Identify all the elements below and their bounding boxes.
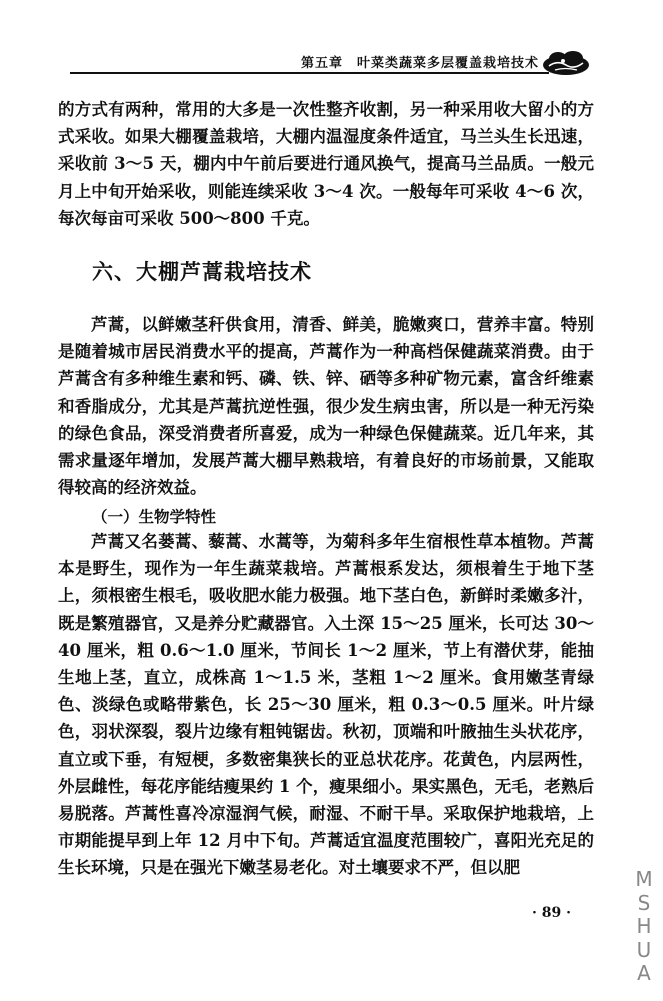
watermark (631, 868, 657, 986)
header-rule (70, 72, 549, 74)
watermark-letter: M (635, 867, 653, 891)
page-number: · 89 · (532, 905, 571, 921)
watermark-letter: A (637, 961, 651, 985)
watermark-letter: S (637, 890, 651, 915)
watermark-letter: H (636, 914, 652, 938)
paragraph-biological-characteristics: 芦蒿又名蒌蒿、藜蒿、水蒿等，为菊科多年生宿根性草本植物。芦蒿本是野生，现作为一年生蔬菜栽培。芦蒿根系发达，须根着生于地下茎上，须根密生根毛，吸收肥水能力极强。地下茎白色，新鲜时柔嫩多汁，既是繁殖器官，又是养分贮藏器官。入土深 15～25 厘米，长可达 30～40 厘米，粗 0.6～1.0 厘米，节间长 1～2 厘米，节上有潜伏芽，能抽生地上茎，直立，成株高 1～1.5 米，茎粗 1～2 厘米。食用嫩茎青绿色、淡绿色或略带紫色，长 25～30 厘米，粗 0.3～0.5 厘米。叶片绿色，羽状深裂，裂片边缘有粗钝锯齿。秋初，顶端和叶腋抽生头状花序，直立或下垂，有短梗，多数密集狭长的亚总状花序。花黄色，内层两性，外层雌性，每花序能结瘦果约 1 个，瘦果细小。果实黑色，无毛，老熟后易脱落。芦蒿性喜冷凉湿润气候，耐湿、不耐干旱。采取保护地栽培，上市期能提早到上年 12 月中下旬。芦蒿适宜温度范围较广，喜阳光充足的生长环境，只是在强光下嫩茎易老化。对土壤要求不严，但以肥 (58, 532, 594, 878)
watermark-letter: U (636, 937, 652, 962)
chapter-title: 第五章 叶菜类蔬菜多层覆盖栽培技术 (300, 56, 539, 71)
paragraph-luhao-intro: 芦蒿，以鲜嫩茎秆供食用，清香、鲜美，脆嫩爽口，营养丰富。特别是随着城市居民消费水平的提高，芦蒿作为一种高档保健蔬菜消费。由于芦蒿含有多种维生素和钙、磷、铁、锌、硒等多种矿物元素，富含纤维素和香脂成分，尤其是芦蒿抗逆性强，很少发生病虫害，所以是一种无污染的绿色食品，深受消费者所喜爱，成为一种绿色保健蔬菜。近几年来，其需求量逐年增加，发展芦蒿大棚早熟栽培，有着良好的市场前景，又能取得较高的经济效益。 (58, 315, 594, 498)
cloud-ornament-icon (541, 50, 591, 76)
running-header (70, 44, 591, 78)
section-heading: 六、大棚芦蒿栽培技术 (92, 260, 312, 284)
paragraph-harvest-method: 的方式有两种，常用的大多是一次性整齐收割，另一种采用收大留小的方式采收。如果大棚覆盖栽培，大棚内温湿度条件适宜，马兰头生长迅速，采收前 3～5 天，棚内中午前后要进行通风换气，提高马兰品质。一般元月上中旬开始采收，则能连续采收 3～4 次。一般每年可采收 4～6 次，每次每亩可采收 500～800 千克。 (58, 100, 594, 228)
subheading-biology: （一）生物学特性 (92, 508, 217, 526)
